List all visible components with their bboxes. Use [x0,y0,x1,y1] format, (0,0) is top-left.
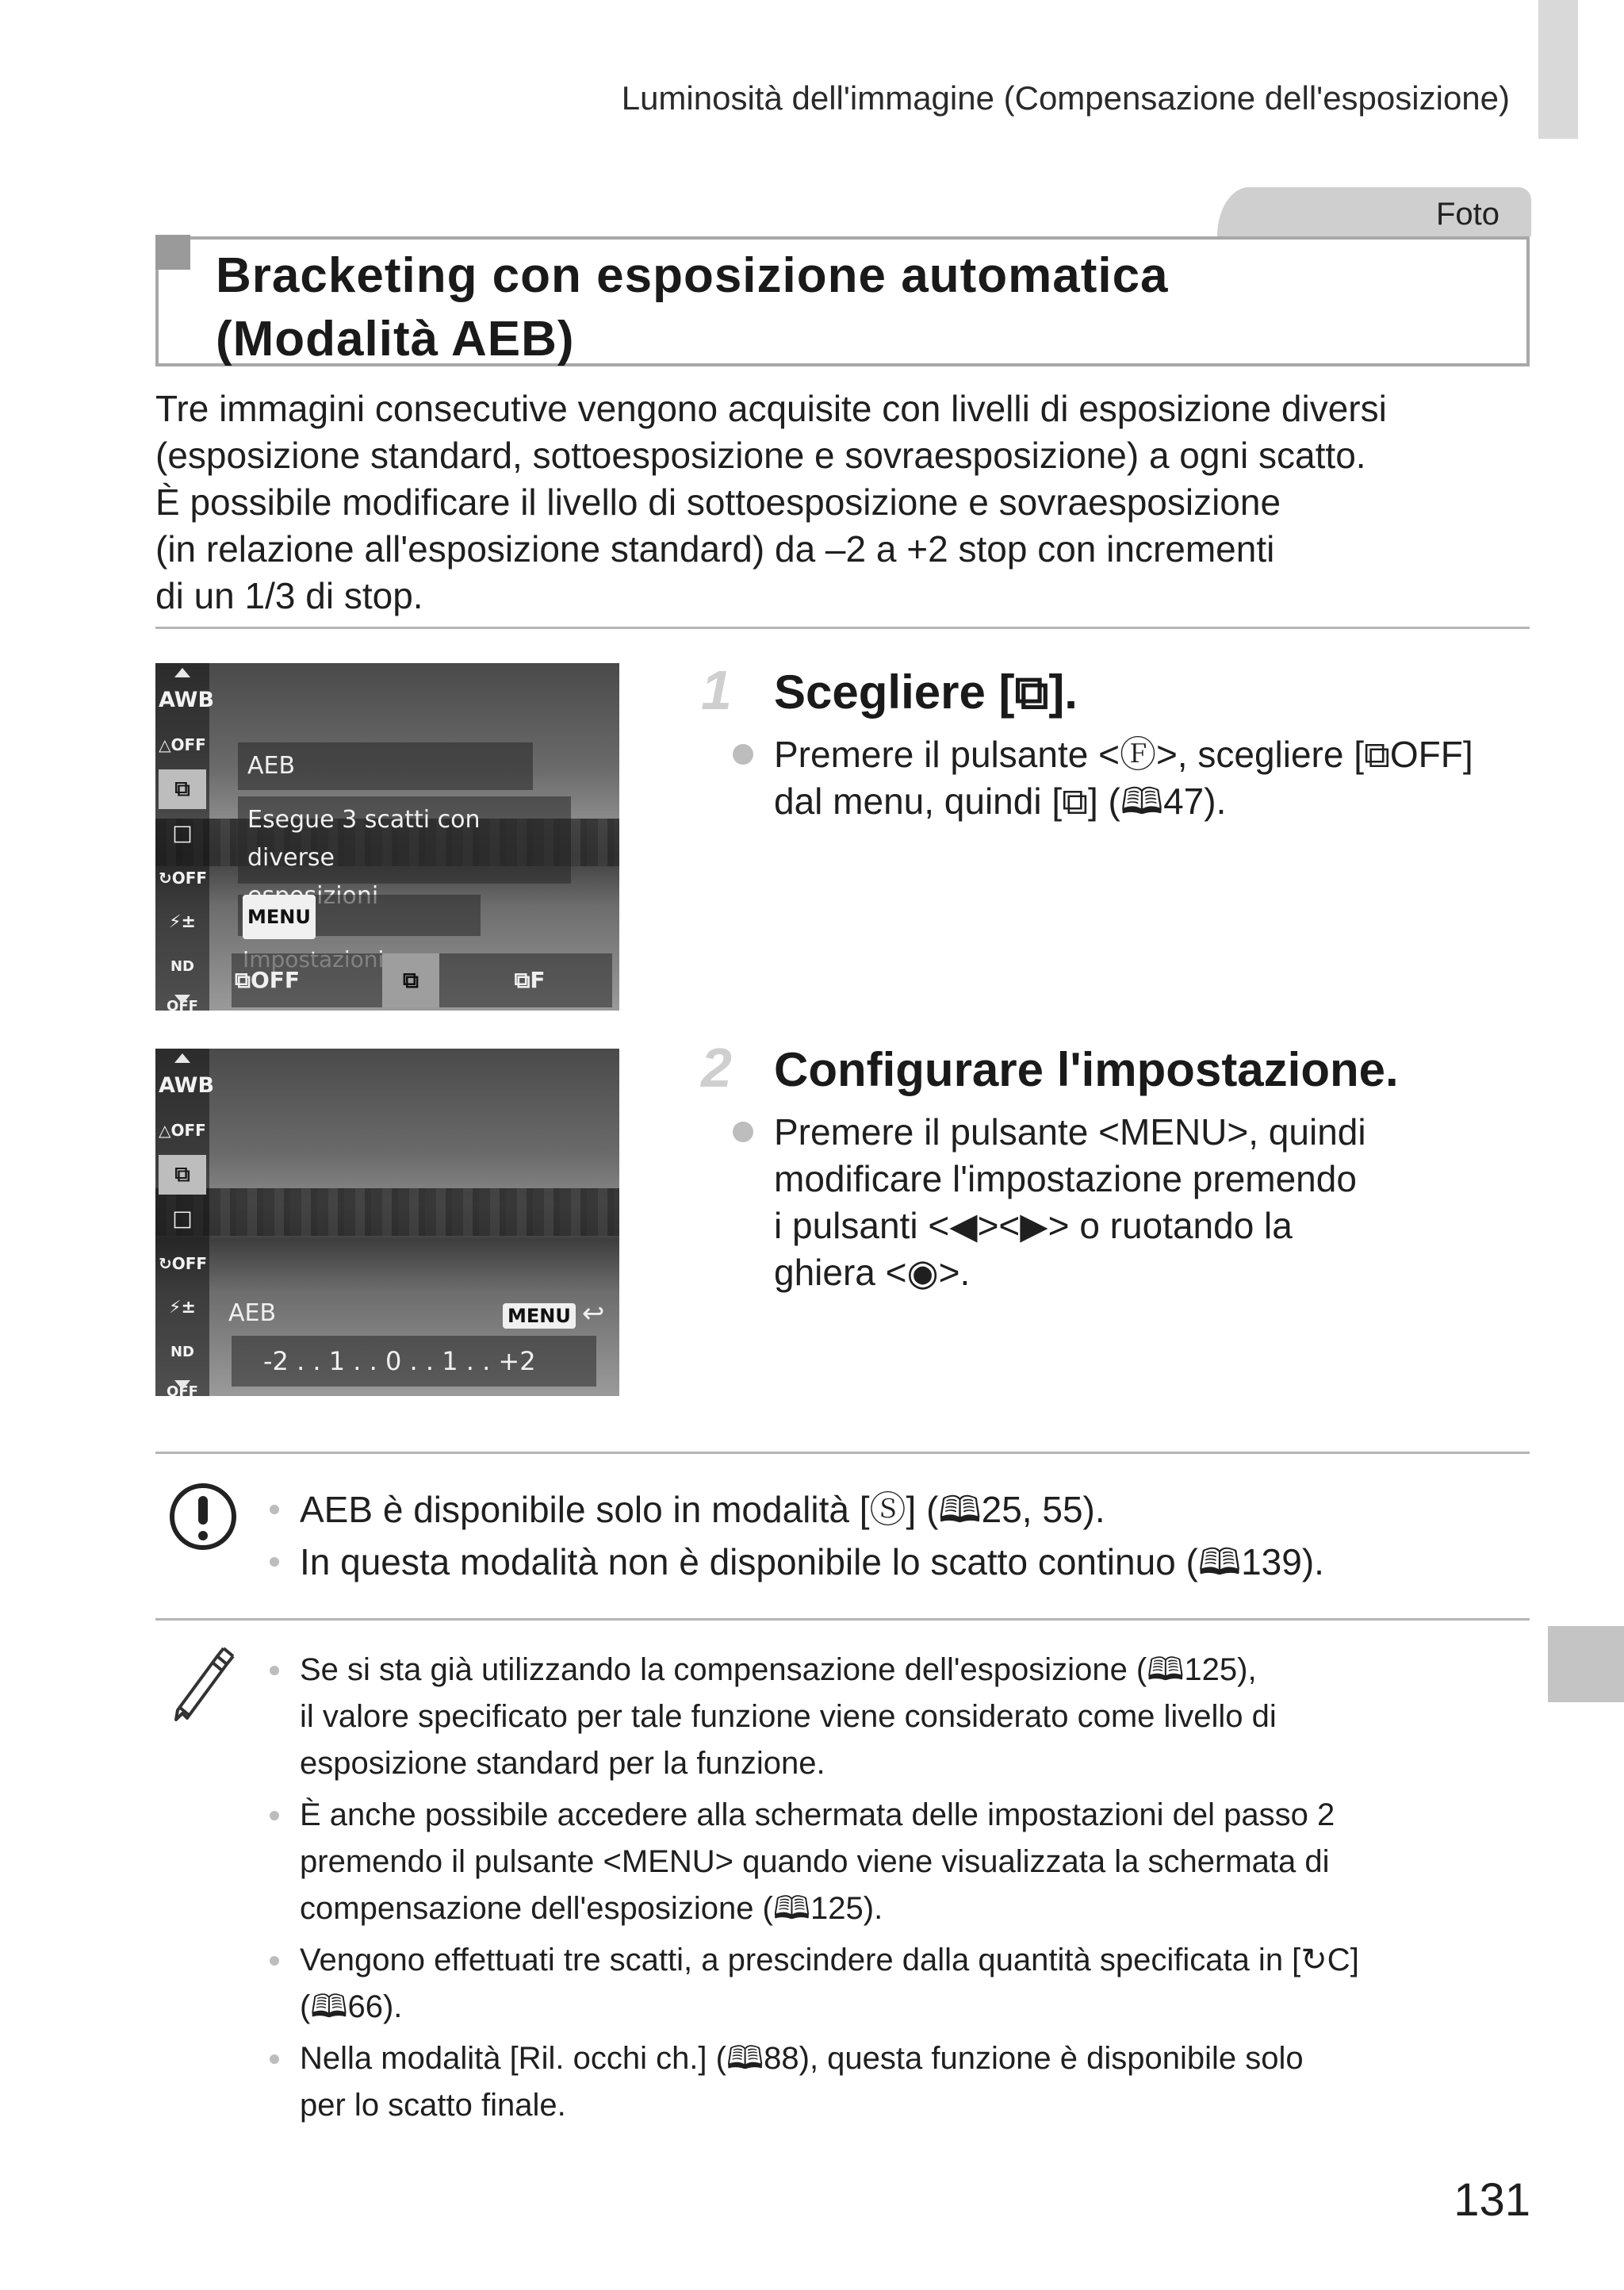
note-line: (🕮66). [300,1989,403,2024]
note-line: esposizione standard per la funzione. [300,1746,825,1781]
camera-screen-func-menu [155,663,619,1011]
bullet-icon [270,1956,279,1966]
caution-item [300,1483,1324,1536]
aeb-bracket-icon: ⧉ [159,1155,206,1195]
note-line: Vengono effettuati tre scatti, a prescindere dalla quantità specificata in [↻C] [300,1943,1359,1977]
step2-line: modificare l'impostazione premendo [774,1158,1357,1199]
note-line: il valore specificato per tale funzione viene considerato come livello di [300,1699,1277,1734]
step1-instructions [774,731,1473,825]
menu-key-icon: MENU [243,895,316,939]
nd-filter-off-icon: ND OFF [167,958,198,1011]
caution-item [300,1536,1324,1588]
menu-back-hint [503,1298,604,1329]
title-corner-marker [155,235,190,270]
pencil-note-icon [168,1645,236,1721]
step1-title: Scegliere [⧉]. [774,666,1078,719]
single-shot-icon: □ [172,821,193,846]
func-icon-bar [155,1049,215,1396]
aeb-off-option-icon: ⧉OFF [235,967,301,993]
awb-icon: AWB [159,688,215,712]
note-line: È anche possibile accedere alla schermata delle impostazioni del passo 2 [300,1797,1335,1832]
flash-comp-icon: ⚡± [169,912,196,932]
note-line: Se si sta già utilizzando la compensazione dell'esposizione (🕮125), [300,1652,1257,1687]
divider-rule [155,1618,1530,1621]
flash-comp-icon: ⚡± [169,1298,196,1318]
note-line: premendo il pulsante <MENU> quando viene visualizzata la schermata di [300,1844,1330,1879]
contrast-off-icon: △OFF [159,1121,206,1140]
nd-filter-off-icon: ND OFF [167,1344,198,1396]
aeb-panel-title: AEB [238,742,533,790]
step-number: 1 [701,659,732,721]
step-number: 2 [701,1037,732,1099]
note-line: compensazione dell'esposizione (🕮125). [300,1891,883,1926]
step2-title: Configurare l'impostazione. [774,1043,1399,1096]
intro-line: È possibile modificare il livello di sottoesposizione e sovraesposizione [155,481,1281,523]
note-item [300,1792,1359,1932]
menu-settings-hint [238,895,481,936]
aeb-description-panel [238,796,571,884]
caution-icon-dot [198,1531,208,1540]
caution-icon-bar [198,1496,208,1525]
note-item [300,2035,1359,2129]
scroll-up-icon [174,1053,190,1063]
section-title-line2: (Modalità AEB) [216,312,575,366]
back-arrow-icon: ↩ [581,1298,605,1329]
step2-line: i pulsanti <◀><▶> o ruotando la [774,1205,1293,1246]
intro-line: (esposizione standard, sottoesposizione e sovraesposizione) a ogni scatto. [155,435,1366,476]
divider-rule [155,627,1530,629]
step2-line: Premere il pulsante <MENU>, quindi [774,1111,1366,1153]
func-icon-bar [155,663,215,1011]
step1-line: Premere il pulsante <Ⓕ>, scegliere [⧉OFF] [774,734,1473,775]
self-timer-off-icon: ↻OFF [159,869,208,888]
aeb-bracket-icon: ⧉ [159,769,206,809]
focus-bracket-option-icon: ⧉F [514,967,546,993]
bullet-icon [733,1122,753,1142]
page-header-title: Luminosità dell'immagine (Compensazione dell'esposizione) [621,79,1510,117]
menu-key-icon: MENU [503,1303,576,1329]
step2-instructions [774,1109,1366,1296]
scroll-up-icon [174,668,190,677]
note-item [300,1937,1359,2031]
intro-paragraph [155,386,1535,619]
notes-list [300,1647,1359,2134]
note-line: per lo scatto finale. [300,2088,566,2123]
note-line: Nella modalità [Ril. occhi ch.] (🕮88), questa funzione è disponibile solo [300,2041,1304,2076]
scroll-down-icon [174,995,190,1004]
scroll-down-icon [174,1380,190,1390]
bullet-icon [270,1557,279,1567]
contrast-off-icon: △OFF [159,735,206,754]
intro-line: Tre immagini consecutive vengono acquisite con livelli di esposizione diversi [155,388,1387,429]
bullet-icon [270,1505,279,1514]
aeb-on-option-icon: ⧉ [382,953,439,1007]
bullet-icon [270,1666,279,1675]
aeb-options-bar [232,953,612,1007]
aeb-description-line: Esegue 3 scatti con diverse [247,806,481,872]
foto-mode-tab: Foto [1217,187,1531,236]
side-thumb-tab-chapter [1548,1626,1624,1702]
caution-item-text: AEB è disponibile solo in modalità [Ⓢ] (🕮25, 55). [300,1489,1105,1530]
bullet-icon [733,744,753,765]
screen-treeline [155,1188,619,1236]
divider-rule [155,1452,1530,1454]
self-timer-off-icon: ↻OFF [159,1254,208,1273]
caution-item-text: In questa modalità non è disponibile lo scatto continuo (🕮139). [300,1541,1324,1582]
awb-icon: AWB [159,1073,215,1098]
side-thumb-tab-top [1538,0,1578,139]
page-number: 131 [1454,2174,1530,2226]
intro-line: di un 1/3 di stop. [155,575,423,616]
aeb-setting-label: AEB [228,1299,277,1327]
bullet-icon [270,2054,279,2064]
intro-line: (in relazione all'esposizione standard) da –2 a +2 stop con incrementi [155,528,1275,570]
step2-line: ghiera <◉>. [774,1252,971,1293]
exposure-scale: -2 . . 1 . . 0 . . 1 . . +2 [232,1336,596,1387]
camera-screen-aeb-setting [155,1049,619,1396]
section-title [216,244,1169,371]
step1-line: dal menu, quindi [⧉] (🕮47). [774,781,1227,822]
single-shot-icon: □ [172,1206,193,1231]
bullet-icon [270,1811,279,1820]
note-item [300,1647,1359,1787]
caution-list [300,1483,1324,1588]
section-title-line1: Bracketing con esposizione automatica [216,248,1169,303]
